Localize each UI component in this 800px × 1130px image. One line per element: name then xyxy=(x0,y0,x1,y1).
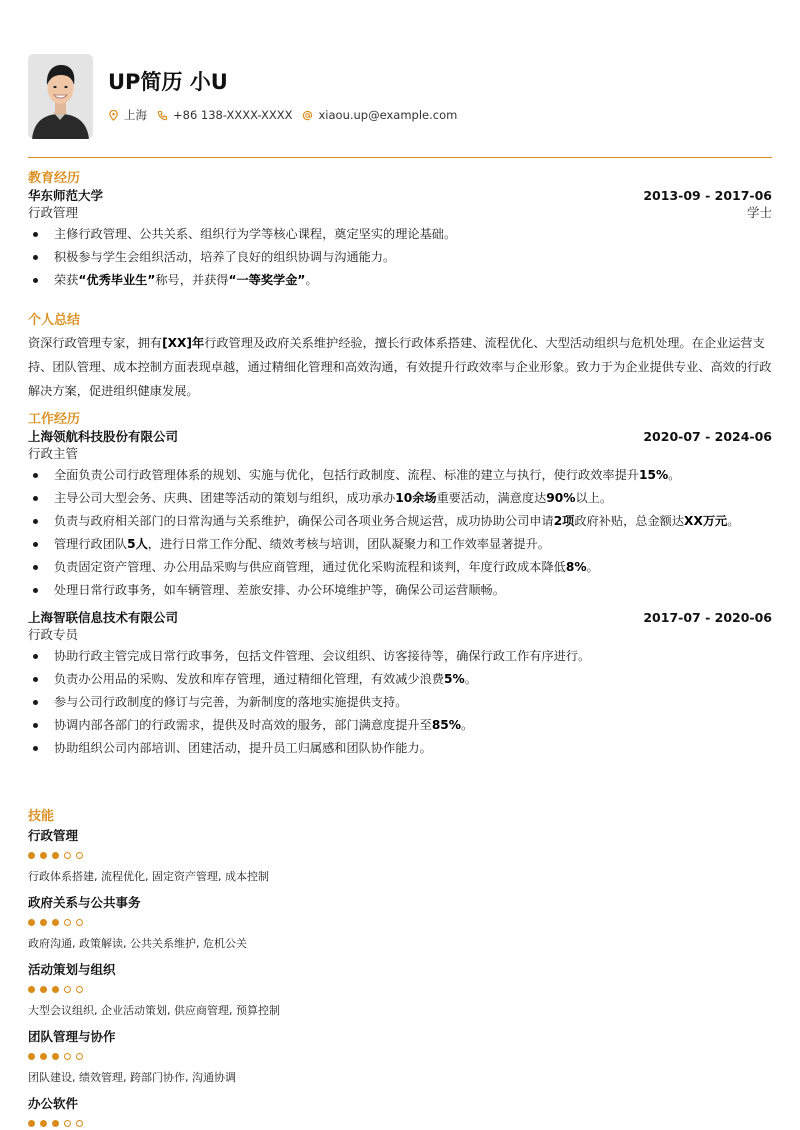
filled-dot-icon xyxy=(40,1120,47,1127)
education-section xyxy=(28,170,772,294)
emphasis-text: 90% xyxy=(546,491,576,505)
emphasis-text: XX万元 xyxy=(684,514,728,528)
skill-level-rating xyxy=(28,852,772,862)
text-segment: 负责固定资产管理、办公用品采购与供应商管理，通过优化采购流程和谈判，年度行政成本降低 xyxy=(54,560,566,574)
job-dates: 2020-07 - 2024-06 xyxy=(643,429,772,444)
list-item xyxy=(28,489,772,507)
job-bullets xyxy=(28,466,772,599)
location-pin-icon xyxy=(108,110,119,121)
degree: 学士 xyxy=(746,205,772,220)
text-segment: 。 xyxy=(464,672,477,686)
skill-keywords: 政府沟通, 政策解读, 公共关系维护, 危机公关 xyxy=(28,937,247,950)
list-item xyxy=(28,739,772,757)
education-header-row xyxy=(28,187,772,204)
emphasis-text: 10余场 xyxy=(395,491,437,505)
text-segment: 协调内部各部门的行政需求，提供及时高效的服务，部门满意度提升至 xyxy=(54,718,432,732)
job-entry xyxy=(28,609,772,757)
empty-dot-icon xyxy=(64,1120,71,1127)
skill-item xyxy=(28,1095,772,1130)
empty-dot-icon xyxy=(64,919,71,926)
text-segment: 。 xyxy=(305,273,318,287)
text-segment: 行政管理及政府关系维护经验，擅长行政体系搭建、流程优化、大型活动组织与危机处理。在企业运营支持、团队管理、成本控制方面表现卓越，通过精细化管理和高效沟通，有效提升行政效率与企业形象。致力于为企业提供专业、高效的行政解决方案，促进组织健康发展。 xyxy=(28,336,772,398)
emphasis-text: “一等奖学金” xyxy=(228,273,306,287)
list-item xyxy=(28,248,772,266)
text-segment: 重要活动，满意度达 xyxy=(436,491,547,505)
list-item xyxy=(28,581,772,599)
filled-dot-icon xyxy=(28,986,35,993)
emphasis-text: [XX]年 xyxy=(162,336,205,350)
text-segment: 协助组织公司内部培训、团建活动，提升员工归属感和团队协作能力。 xyxy=(54,741,432,755)
phone-icon xyxy=(157,110,168,121)
text-segment: 主修行政管理、公共关系、组织行为学等核心课程，奠定坚实的理论基础。 xyxy=(54,227,457,241)
text-segment: 以上。 xyxy=(575,491,613,505)
skills-list xyxy=(28,827,772,1130)
list-item xyxy=(28,670,772,688)
job-header-row xyxy=(28,609,772,626)
skill-name: 活动策划与组织 xyxy=(28,962,116,977)
emphasis-text: 5% xyxy=(444,672,465,686)
text-segment: 。 xyxy=(586,560,599,574)
email-text: xiaou.up@example.com xyxy=(318,108,458,122)
skill-item xyxy=(28,894,772,951)
empty-dot-icon xyxy=(76,986,83,993)
avatar xyxy=(28,54,93,139)
emphasis-text: 8% xyxy=(565,560,587,574)
skill-name: 办公软件 xyxy=(28,1096,79,1111)
section-title-education: 教育经历 xyxy=(28,171,81,186)
education-bullets xyxy=(28,225,772,289)
skill-item xyxy=(28,961,772,1018)
filled-dot-icon xyxy=(52,1120,59,1127)
filled-dot-icon xyxy=(40,986,47,993)
list-item xyxy=(28,558,772,576)
job-bullets xyxy=(28,647,772,757)
filled-dot-icon xyxy=(28,919,35,926)
empty-dot-icon xyxy=(76,1053,83,1060)
work-section xyxy=(28,411,772,762)
empty-dot-icon xyxy=(76,852,83,859)
summary-paragraph xyxy=(28,331,772,403)
filled-dot-icon xyxy=(40,919,47,926)
filled-dot-icon xyxy=(52,852,59,859)
list-item xyxy=(28,466,772,484)
list-item xyxy=(28,716,772,734)
list-item xyxy=(28,535,772,553)
filled-dot-icon xyxy=(52,919,59,926)
list-item xyxy=(28,693,772,711)
section-title-skills: 技能 xyxy=(28,809,55,824)
location-text: 上海 xyxy=(124,108,147,122)
job-role: 行政主管 xyxy=(28,446,79,461)
contact-info xyxy=(108,107,467,123)
skill-level-rating xyxy=(28,1053,772,1063)
skill-keywords: 大型会议组织, 企业活动策划, 供应商管理, 预算控制 xyxy=(28,1004,280,1017)
emphasis-text: 15% xyxy=(639,468,669,482)
section-title-summary: 个人总结 xyxy=(28,313,81,328)
text-segment: 管理行政团队 xyxy=(54,537,128,551)
job-dates: 2017-07 - 2020-06 xyxy=(643,610,772,625)
skill-name: 团队管理与协作 xyxy=(28,1029,116,1044)
filled-dot-icon xyxy=(52,986,59,993)
skills-section xyxy=(28,808,772,1130)
skill-item xyxy=(28,1028,772,1085)
emphasis-text: 5人 xyxy=(127,537,148,551)
avatar-portrait-icon xyxy=(28,54,93,139)
text-segment: 参与公司行政制度的修订与完善，为新制度的落地实施提供支持。 xyxy=(54,695,408,709)
education-sub-row xyxy=(28,204,772,221)
resume-header xyxy=(28,54,772,140)
list-item xyxy=(28,225,772,243)
job-header-row xyxy=(28,428,772,445)
filled-dot-icon xyxy=(28,852,35,859)
filled-dot-icon xyxy=(40,1053,47,1060)
empty-dot-icon xyxy=(76,1120,83,1127)
header-divider xyxy=(28,157,772,158)
contact-email xyxy=(302,108,457,122)
text-segment: 处理日常行政事务，如车辆管理、差旅安排、办公环境维护等，确保公司运营顺畅。 xyxy=(54,583,505,597)
text-segment: 。 xyxy=(727,514,740,528)
school-name: 华东师范大学 xyxy=(28,188,104,203)
job-role: 行政专员 xyxy=(28,627,79,642)
text-segment: 政府补贴，总金额达 xyxy=(574,514,685,528)
text-segment: 主导公司大型会务、庆典、团建等活动的策划与组织，成功承办 xyxy=(54,491,396,505)
text-segment: 积极参与学生会组织活动，培养了良好的组织协调与沟通能力。 xyxy=(54,250,396,264)
list-item xyxy=(28,512,772,530)
emphasis-text: 85% xyxy=(431,718,461,732)
skill-level-rating xyxy=(28,986,772,996)
text-segment: 称号，并获得 xyxy=(155,273,229,287)
text-segment: 荣获 xyxy=(54,273,79,287)
empty-dot-icon xyxy=(64,986,71,993)
emphasis-text: 2项 xyxy=(553,514,575,528)
candidate-name: UP简历 小U xyxy=(108,70,228,94)
list-item xyxy=(28,647,772,665)
text-segment: 负责办公用品的采购、发放和库存管理，通过精细化管理，有效减少浪费 xyxy=(54,672,444,686)
skill-name: 行政管理 xyxy=(28,828,79,843)
job-entry xyxy=(28,428,772,599)
summary-section xyxy=(28,312,772,403)
filled-dot-icon xyxy=(52,1053,59,1060)
filled-dot-icon xyxy=(28,1053,35,1060)
list-item xyxy=(28,271,772,289)
empty-dot-icon xyxy=(64,1053,71,1060)
text-segment: 。 xyxy=(668,468,681,482)
section-title-work: 工作经历 xyxy=(28,412,81,427)
skill-level-rating xyxy=(28,919,772,929)
filled-dot-icon xyxy=(28,1120,35,1127)
phone-text: +86 138-XXXX-XXXX xyxy=(173,108,293,122)
text-segment: 负责与政府相关部门的日常沟通与关系维护，确保公司各项业务合规运营，成功协助公司申请 xyxy=(54,514,554,528)
filled-dot-icon xyxy=(40,852,47,859)
at-sign-icon xyxy=(302,110,313,121)
contact-location xyxy=(108,107,147,123)
skill-keywords: 行政体系搭建, 流程优化, 固定资产管理, 成本控制 xyxy=(28,870,269,883)
text-segment: ，进行日常工作分配、绩效考核与培训，团队凝聚力和工作效率显著提升。 xyxy=(147,537,550,551)
skill-item xyxy=(28,827,772,884)
company-name: 上海领航科技股份有限公司 xyxy=(28,429,179,444)
emphasis-text: “优秀毕业生” xyxy=(78,273,156,287)
education-dates: 2013-09 - 2017-06 xyxy=(643,188,772,203)
text-segment: 协助行政主管完成日常行政事务，包括文件管理、会议组织、访客接待等，确保行政工作有序进行。 xyxy=(54,649,591,663)
empty-dot-icon xyxy=(76,919,83,926)
skill-name: 政府关系与公共事务 xyxy=(28,895,141,910)
major: 行政管理 xyxy=(28,205,79,220)
text-segment: 资深行政管理专家，拥有 xyxy=(28,336,163,350)
empty-dot-icon xyxy=(64,852,71,859)
text-segment: 全面负责公司行政管理体系的规划、实施与优化，包括行政制度、流程、标准的建立与执行，使行政效率提升 xyxy=(54,468,639,482)
contact-phone xyxy=(157,108,292,122)
company-name: 上海智联信息技术有限公司 xyxy=(28,610,179,625)
skill-keywords: 团队建设, 绩效管理, 跨部门协作, 沟通协调 xyxy=(28,1071,236,1084)
text-segment: 。 xyxy=(460,718,474,732)
skill-level-rating xyxy=(28,1120,772,1130)
